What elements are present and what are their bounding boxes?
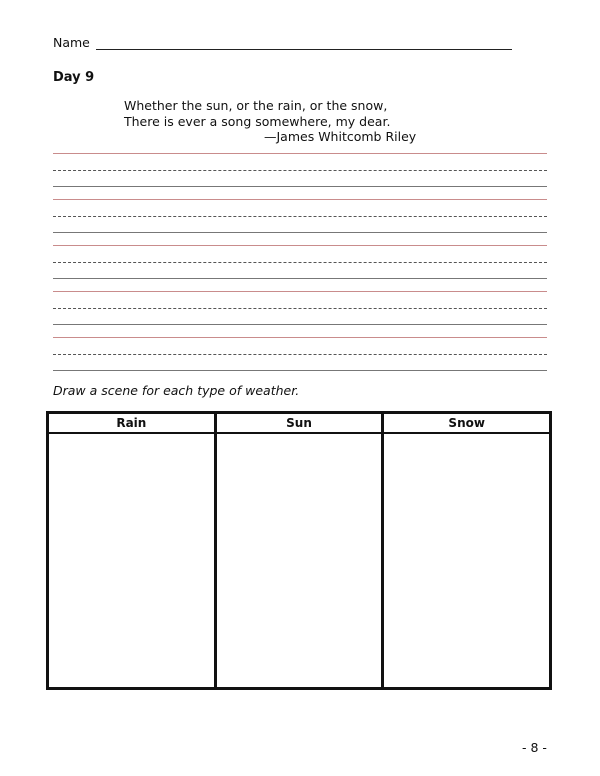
handwriting-row[interactable] [53, 148, 547, 194]
rain-drawing-area[interactable] [49, 434, 214, 687]
name-label: Name [53, 35, 90, 50]
poem-line-1: Whether the sun, or the rain, or the snow, [124, 98, 388, 113]
page-number: - 8 - [522, 740, 547, 755]
name-write-line[interactable] [96, 37, 512, 50]
sun-column-header: Sun [217, 414, 382, 434]
sun-drawing-area[interactable] [217, 434, 382, 687]
rain-column-header: Rain [49, 414, 214, 434]
handwriting-row[interactable] [53, 240, 547, 286]
rain-column [49, 414, 214, 687]
poem-line-2: There is ever a song somewhere, my dear. [124, 113, 391, 129]
handwriting-row[interactable] [53, 194, 547, 240]
snow-drawing-area[interactable] [384, 434, 549, 687]
sun-column [214, 414, 382, 687]
handwriting-row[interactable] [53, 286, 547, 332]
drawing-instruction: Draw a scene for each type of weather. [53, 383, 300, 398]
snow-column-header: Snow [384, 414, 549, 434]
handwriting-lines [53, 148, 547, 378]
day-title: Day 9 [53, 70, 95, 85]
poem-quote [124, 98, 416, 145]
poem-author: —James Whitcomb Riley [264, 129, 417, 144]
snow-column [381, 414, 549, 687]
weather-scene-table [46, 411, 552, 690]
handwriting-row[interactable] [53, 332, 547, 378]
name-field[interactable] [53, 35, 512, 50]
